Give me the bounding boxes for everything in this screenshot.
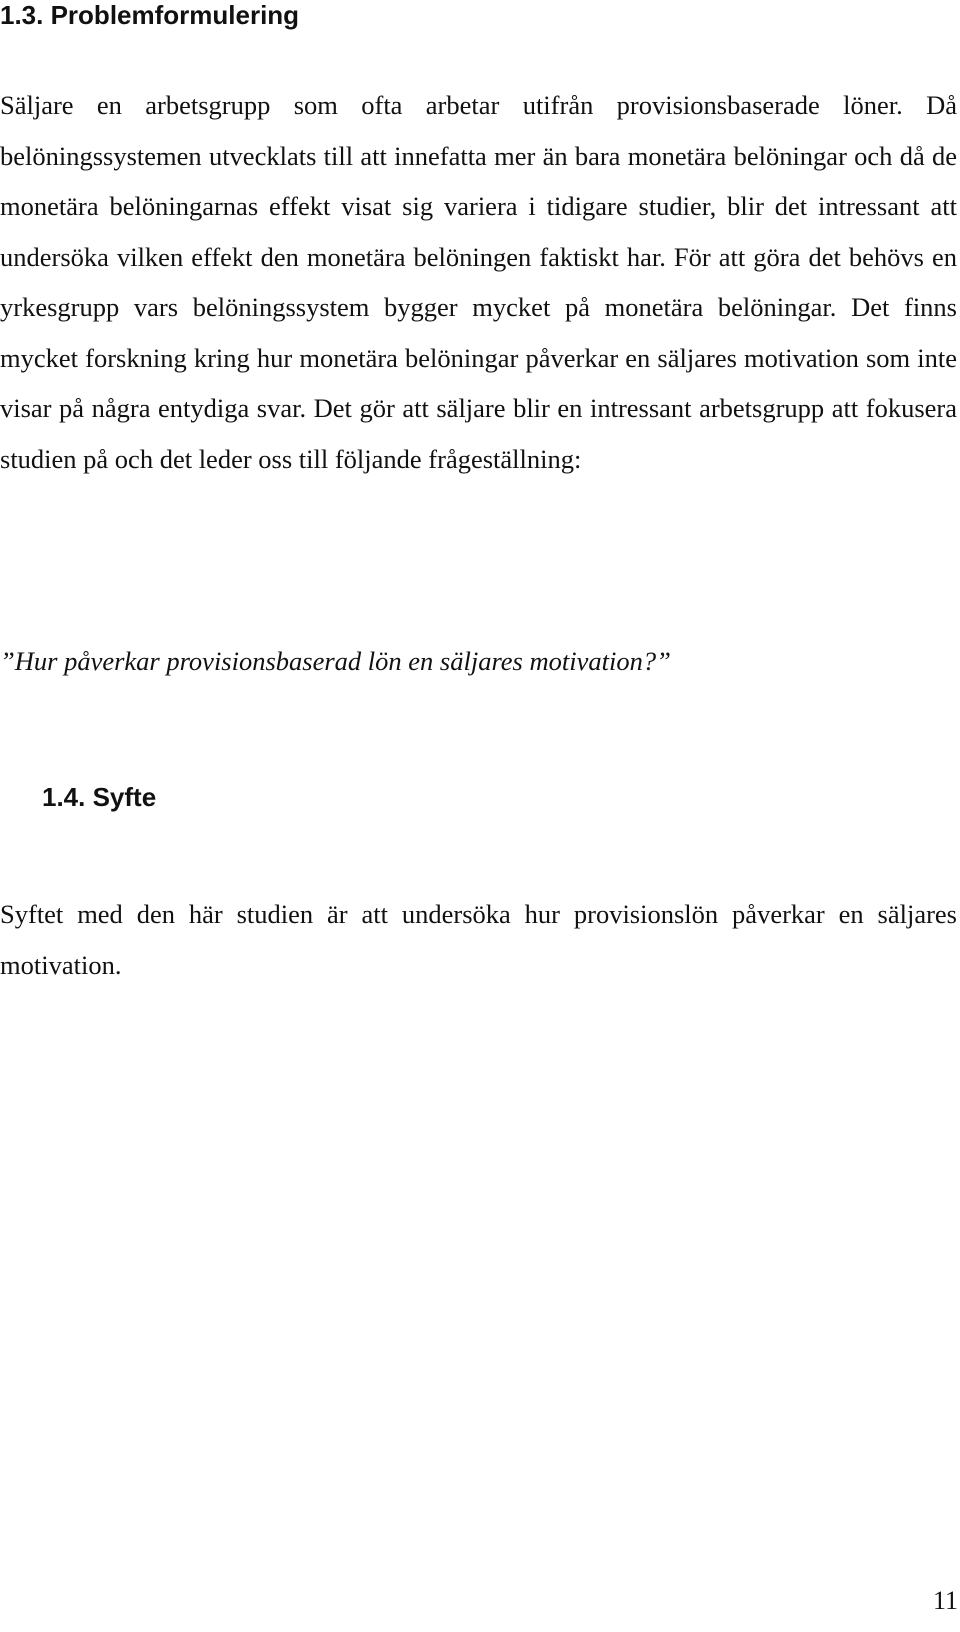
section-heading-problemformulering: 1.3. Problemformulering	[0, 0, 300, 30]
research-question: ”Hur påverkar provisionsbaserad lön en säljares motivation?”	[0, 646, 671, 676]
problem-paragraph: Säljare en arbetsgrupp som ofta arbetar utifrån provisionsbaserade löner. Då belöningssystemen utvecklats till att innefatta mer än bara monetära belöningar och då de monetära belöningarnas effekt visat sig variera i tidigare studier, blir det intressant att undersöka vilken effekt den monetära belöningen faktiskt har. För att göra det behövs en yrkesgrupp vars belöningssystem bygger mycket på monetära belöningar. Det finns mycket forskning kring hur monetära belöningar påverkar en säljares motivation som inte visar på några entydiga svar. Det gör att säljare blir en intressant arbetsgrupp att fokusera studien på och det leder oss till följande frågeställning:	[0, 90, 957, 474]
purpose-paragraph: Syftet med den här studien är att undersöka hur provisionslön påverkar en säljares motivation.	[0, 899, 957, 980]
page-number: 11	[932, 1586, 958, 1615]
section-heading-syfte: 1.4. Syfte	[42, 782, 157, 812]
